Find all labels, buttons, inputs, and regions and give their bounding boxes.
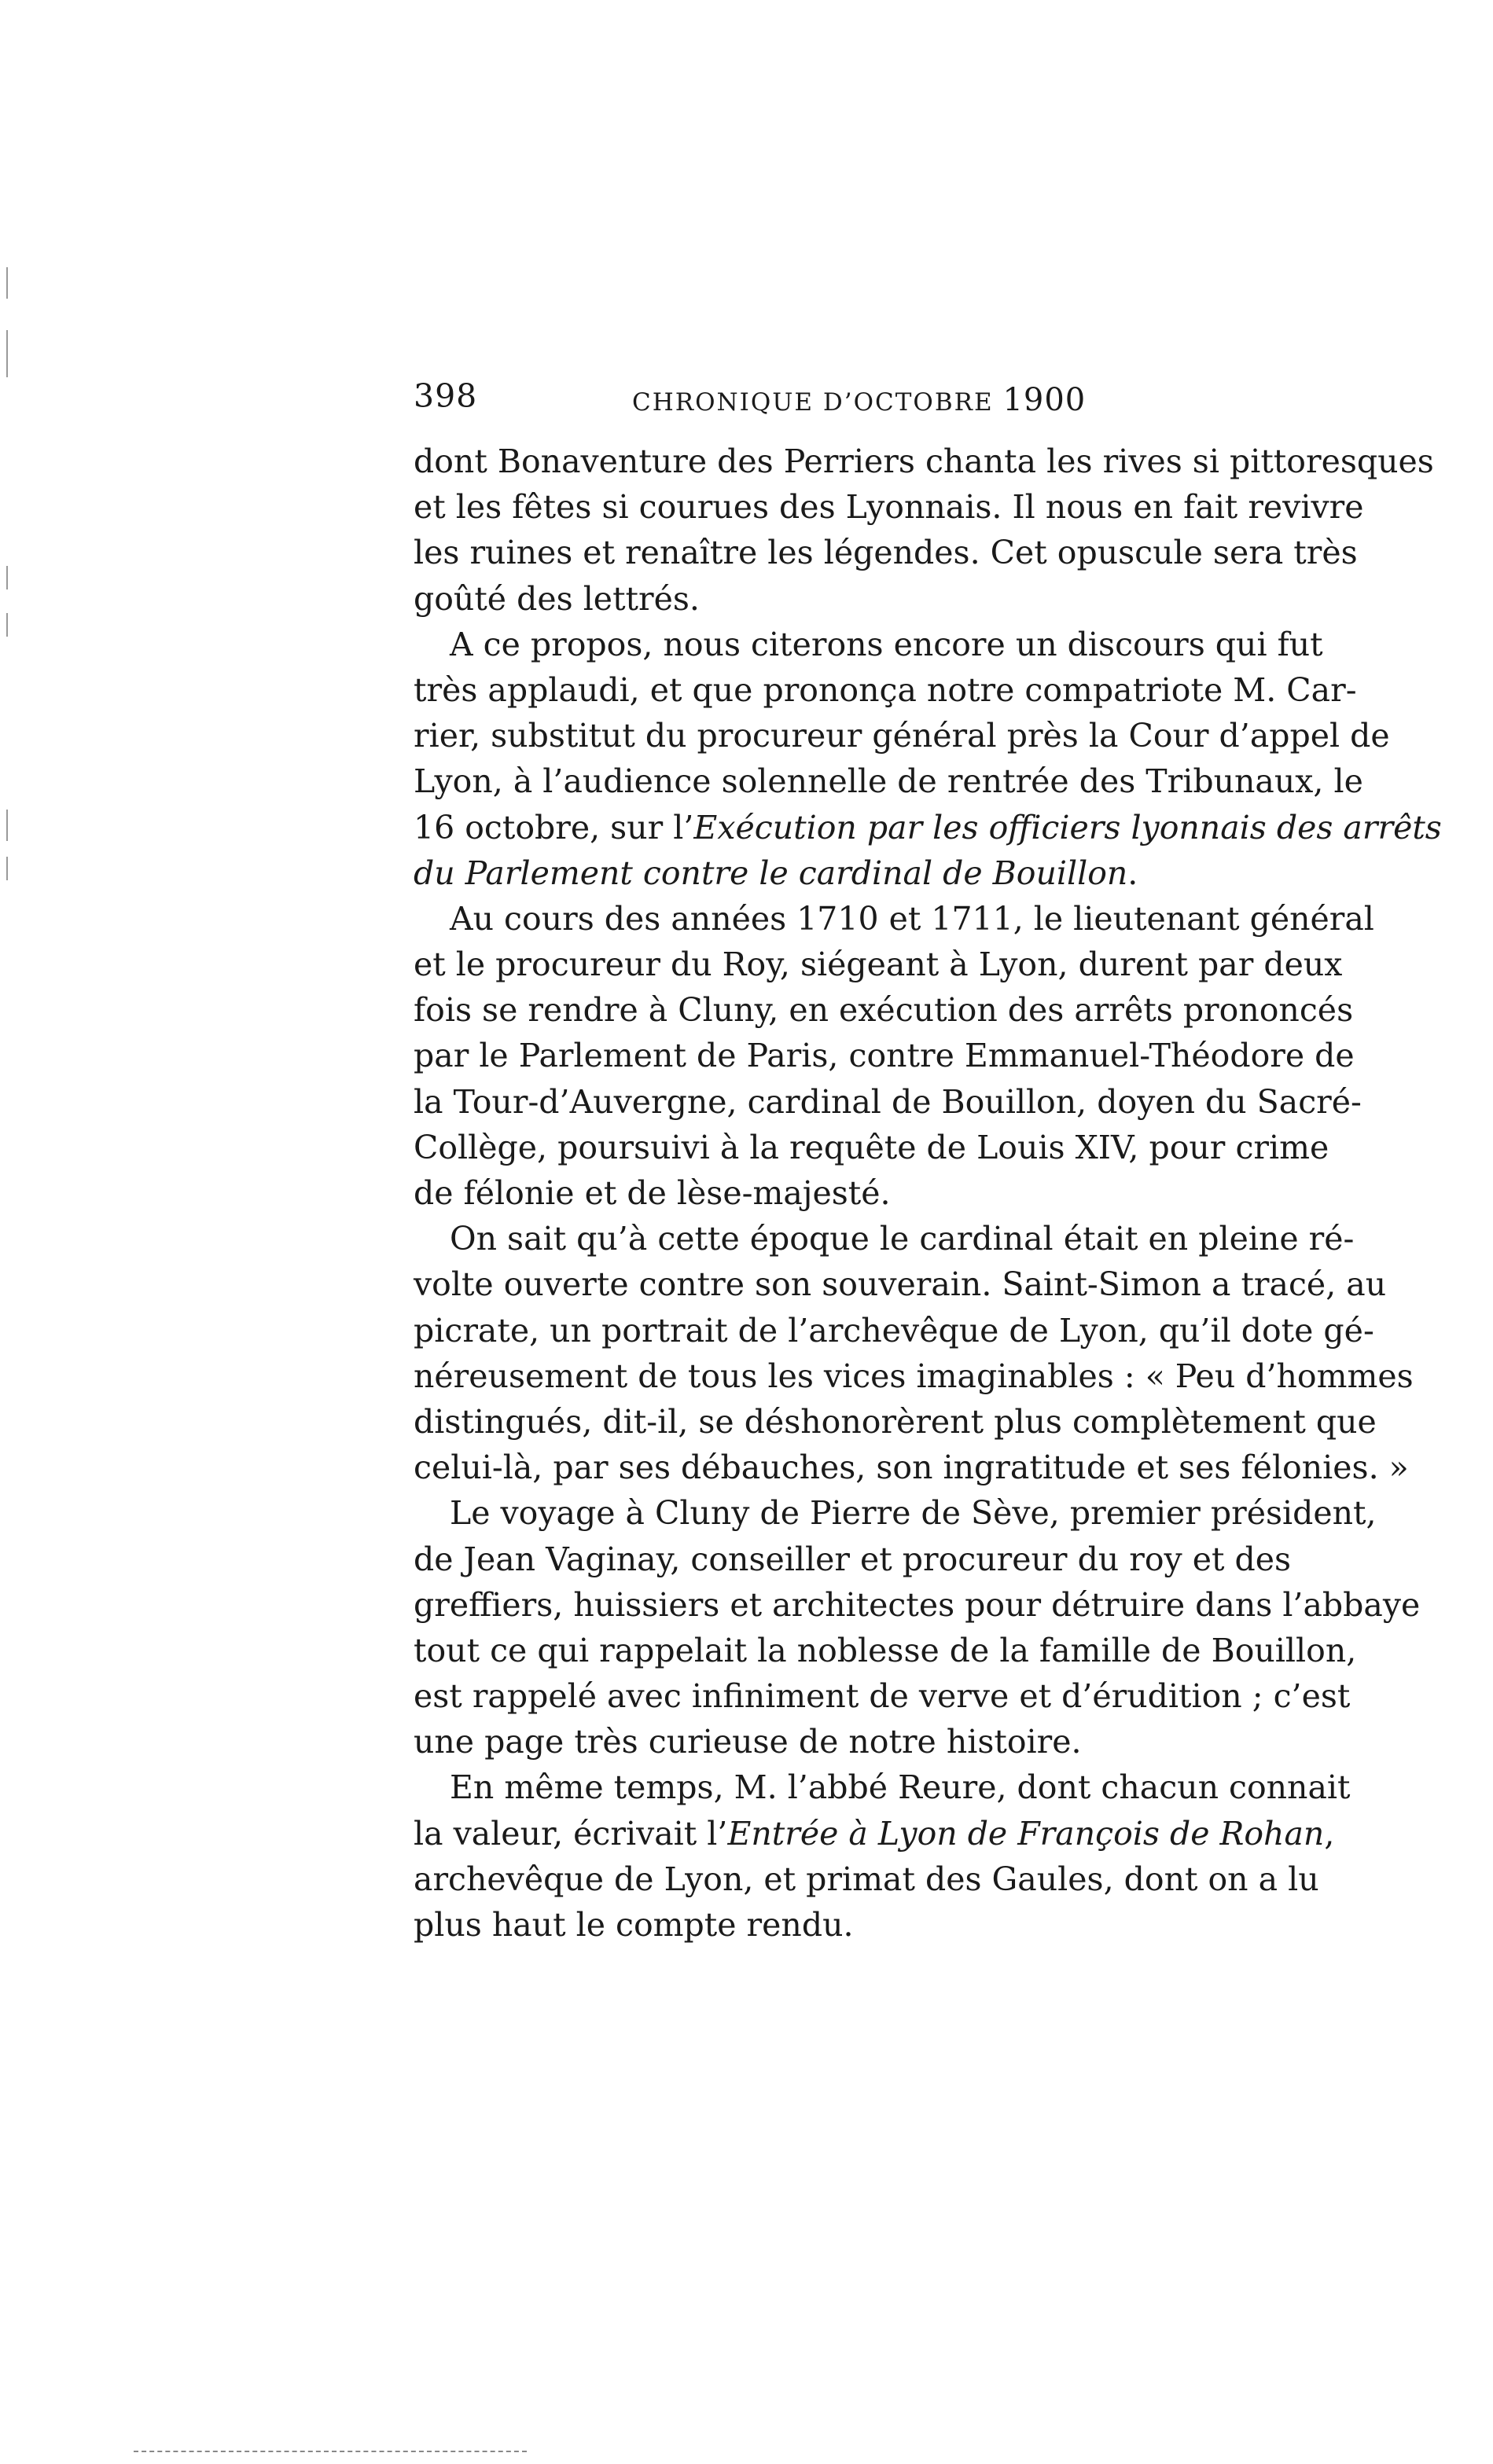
running-header bbox=[414, 377, 1087, 424]
text-line: par le Parlement de Paris, contre Emmanuel-Théodore de bbox=[414, 1037, 1355, 1075]
text-line: de félonie et de lèse-majesté. bbox=[414, 1174, 891, 1212]
text-line: En même temps, M. l’abbé Reure, dont chacun connait bbox=[450, 1768, 1351, 1807]
text-line: très applaudi, et que prononça notre compatriote M. Car- bbox=[414, 670, 1357, 709]
text-line: les ruines et renaître les légendes. Cet opuscule sera très bbox=[414, 534, 1358, 572]
text-line: fois se rendre à Cluny, en exécution des arrêts prononcés bbox=[414, 991, 1354, 1030]
text-line: néreusement de tous les vices imaginables : « Peu d’hommes bbox=[414, 1357, 1414, 1395]
scan-mark bbox=[6, 857, 8, 880]
text-line: A ce propos, nous citerons encore un discours qui fut bbox=[450, 625, 1323, 663]
text-line: Collège, poursuivi à la requête de Louis XIV, pour crime bbox=[414, 1128, 1329, 1166]
text-line bbox=[414, 850, 1259, 896]
running-title bbox=[632, 382, 1086, 418]
text-segment: . bbox=[1127, 854, 1138, 892]
text-line: volte ouverte contre son souverain. Saint-Simon a tracé, au bbox=[414, 1265, 1387, 1304]
text-line bbox=[414, 805, 1442, 850]
text-line: et les fêtes si courues des Lyonnais. Il nous en fait revivre bbox=[414, 488, 1364, 527]
text-line: de Jean Vaginay, conseiller et procureur du roy et des bbox=[414, 1540, 1292, 1578]
text-line: est rappelé avec infiniment de verve et d’érudition ; c’est bbox=[414, 1677, 1351, 1716]
text-line: On sait qu’à cette époque le cardinal était en pleine ré- bbox=[450, 1220, 1355, 1258]
text-line: la Tour-d’Auvergne, cardinal de Bouillon, doyen du Sacré- bbox=[414, 1082, 1362, 1121]
text-segment: , bbox=[1324, 1814, 1335, 1853]
text-line: picrate, un portrait de l’archevêque de Lyon, qu’il dote gé- bbox=[414, 1311, 1374, 1350]
scan-mark bbox=[6, 566, 8, 589]
body-text bbox=[414, 439, 1442, 1948]
scan-mark bbox=[6, 267, 8, 299]
text-segment: la valeur, écrivait l’ bbox=[414, 1814, 728, 1853]
text-line: goûté des lettrés. bbox=[414, 579, 700, 618]
text-line: tout ce qui rappelait la noblesse de la famille de Bouillon, bbox=[414, 1631, 1357, 1669]
text-line: Le voyage à Cluny de Pierre de Sève, premier président, bbox=[450, 1494, 1377, 1533]
text-line: et le procureur du Roy, siégeant à Lyon, durent par deux bbox=[414, 946, 1343, 984]
text-line: celui-là, par ses débauches, son ingratitude et ses félonies. » bbox=[414, 1449, 1409, 1487]
italic-title: Entrée à Lyon de François de Rohan bbox=[727, 1814, 1325, 1853]
text-segment: 16 octobre, sur l’ bbox=[414, 808, 694, 846]
running-title-year: 1900 bbox=[1002, 382, 1087, 418]
italic-title: Exécution par les officiers lyonnais des arrêts bbox=[693, 808, 1442, 846]
text-line: distingués, dit-il, se déshonorèrent plus complètement que bbox=[414, 1402, 1377, 1441]
running-title-text: CHRONIQUE D’OCTOBRE bbox=[632, 388, 1003, 417]
text-line: plus haut le compte rendu. bbox=[414, 1906, 854, 1944]
scan-mark bbox=[6, 613, 8, 637]
text-line: rier, substitut du procureur général près la Cour d’appel de bbox=[414, 717, 1390, 755]
italic-title: du Parlement contre le cardinal de Bouillon bbox=[414, 854, 1128, 892]
text-line: Au cours des années 1710 et 1711, le lieutenant général bbox=[450, 899, 1374, 938]
scan-mark bbox=[6, 810, 8, 841]
text-line: Lyon, à l’audience solennelle de rentrée des Tribunaux, le bbox=[414, 762, 1363, 801]
text-line: archevêque de Lyon, et primat des Gaules, dont on a lu bbox=[414, 1860, 1319, 1898]
scan-mark bbox=[6, 330, 8, 377]
text-line bbox=[414, 1811, 1335, 1856]
page-number: 398 bbox=[414, 377, 478, 415]
text-line: greffiers, huissiers et architectes pour détruire dans l’abbaye bbox=[414, 1585, 1421, 1624]
text-line: une page très curieuse de notre histoire. bbox=[414, 1723, 1082, 1761]
text-line: dont Bonaventure des Perriers chanta les rives si pittoresques bbox=[414, 442, 1434, 480]
bottom-edge-rule bbox=[134, 2451, 527, 2452]
